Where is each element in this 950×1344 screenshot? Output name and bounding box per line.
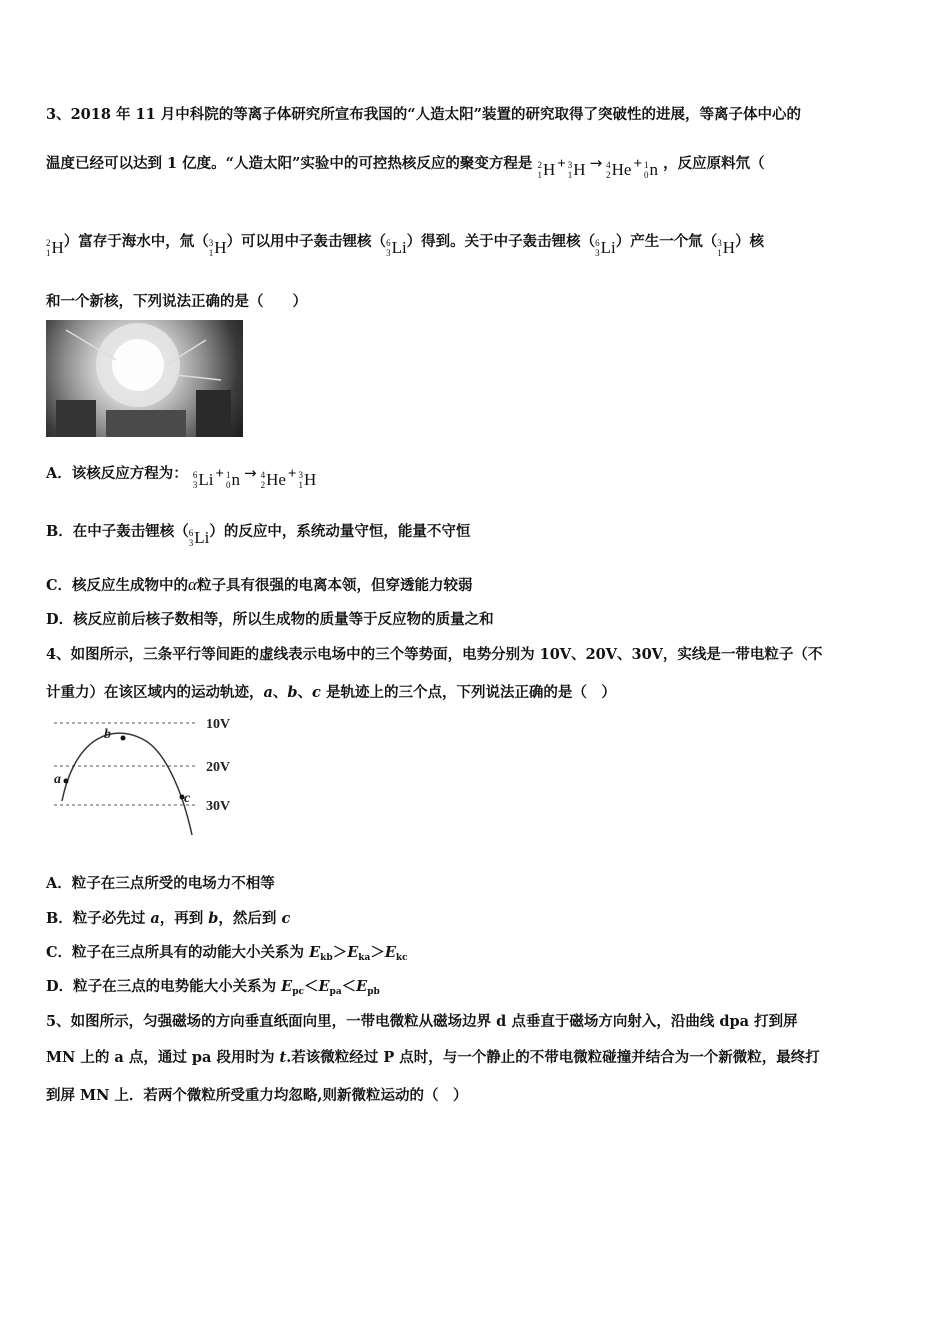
- lt: ＜: [341, 978, 357, 995]
- nuc-neutron: 1 0 n: [225, 470, 240, 490]
- q4-line2-b: 是轨迹上的三个点，下列说法正确的是（ ）: [320, 684, 616, 701]
- optB-a: B．在中子轰击锂核（: [46, 523, 189, 540]
- point-a-ref: a: [150, 910, 160, 927]
- energy-symbol: E: [318, 978, 330, 995]
- subscript: pa: [329, 987, 342, 997]
- nuc-deuterium: 2 1 H: [46, 238, 64, 258]
- subscript: kc: [395, 953, 408, 963]
- q4-line2-a: 计重力）在该区域内的运动轨迹，: [46, 684, 264, 701]
- nuc-tritium: 3 1 H: [298, 470, 317, 490]
- label-20v: 20V: [206, 760, 231, 775]
- q3-line4: 和一个新核，下列说法正确的是（ ）: [46, 293, 307, 310]
- q3-line3: [46, 230, 764, 258]
- point-b: [121, 736, 126, 741]
- q4-optionD: [46, 975, 380, 997]
- label-30v: 30V: [206, 799, 231, 814]
- optC-a: C．粒子在三点所具有的动能大小关系为: [46, 944, 310, 961]
- trajectory-curve: [62, 733, 192, 835]
- nuc-lithium: 6 3 Li: [192, 470, 214, 490]
- point-b-ref: b: [287, 684, 298, 701]
- time-symbol: t: [279, 1049, 287, 1066]
- lt: ＜: [303, 978, 319, 995]
- optB-b: ）的反应中，系统动量守恒，能量不守恒: [209, 523, 471, 540]
- q3-optionC: [46, 574, 472, 595]
- optD-a: D．粒子在三点的电势能大小关系为: [46, 978, 282, 995]
- eq-plus: +: [633, 156, 643, 172]
- nuc-tritium: 3 1 H: [208, 238, 227, 258]
- optB-b: ，再到: [159, 910, 209, 927]
- equipotential-diagram: [46, 713, 256, 838]
- optC-b: 粒子具有很强的电离本领，但穿透能力较弱: [196, 577, 473, 594]
- eq-helium: 4 2 He: [606, 160, 632, 180]
- sep: 、: [297, 684, 313, 701]
- label-10v: 10V: [206, 717, 231, 732]
- eq-deuterium: 2 1 H: [537, 160, 556, 180]
- q4-optionA: A．粒子在三点所受的电场力不相等: [46, 875, 275, 892]
- nuc-helium: 4 2 He: [260, 470, 286, 490]
- plasma-illustration: [46, 320, 243, 437]
- optB-a: B．粒子必先过: [46, 910, 151, 927]
- sep: 、: [272, 684, 288, 701]
- label-c: c: [184, 791, 191, 806]
- q5-line2-b: .若该微粒经过 P 点时，与一个静止的不带电微粒碰撞并结合为一个新微粒，最终打: [286, 1049, 820, 1066]
- subscript: ka: [358, 953, 371, 963]
- energy-symbol: E: [347, 944, 359, 961]
- q3-optionB: [46, 520, 470, 548]
- point-a: [64, 779, 69, 784]
- q4-line2: [46, 681, 616, 702]
- label-a: a: [54, 772, 61, 787]
- nuc-tritium: 3 1 H: [717, 238, 736, 258]
- nuc-lithium: 6 3 Li: [188, 528, 210, 548]
- alpha-symbol: α: [188, 575, 197, 594]
- subscript: pb: [367, 987, 380, 997]
- optB-c: ，然后到: [218, 910, 282, 927]
- optC-a: C．核反应生成物中的: [46, 577, 189, 594]
- subscript: kb: [320, 953, 333, 963]
- label-b: b: [104, 727, 111, 742]
- q5-line2: [46, 1046, 820, 1067]
- q3-line3-a: ）富存于海水中，氚（: [63, 233, 209, 250]
- energy-symbol: E: [384, 944, 396, 961]
- point-c-ref: c: [312, 684, 321, 701]
- q3-line3-c: ）得到。关于中子轰击锂核（: [406, 233, 596, 250]
- q3-optionA: [46, 462, 316, 490]
- q3-line3-b: ）可以用中子轰击锂核（: [226, 233, 387, 250]
- q5-line1: 5、如图所示，匀强磁场的方向垂直纸面向里，一带电微粒从磁场边界 d 点垂直于磁场方向射入，沿曲线 dpa 打到屏: [46, 1013, 798, 1030]
- q5-line3: 到屏 MN 上．若两个微粒所受重力均忽略,则新微粒运动的（ ）: [46, 1087, 468, 1104]
- q5-line2-a: MN 上的 a 点，通过 pa 段用时为: [46, 1049, 280, 1066]
- gt: ＞: [370, 944, 385, 961]
- q3-line3-e: ）核: [735, 233, 765, 250]
- q3-line1: 3、2018 年 11 月中科院的等离子体研究所宣布我国的“人造太阳”装置的研究取得了突破性的进展，等离子体中心的: [46, 106, 801, 123]
- eq-arrow: →: [589, 154, 603, 172]
- eq-arrow: →: [243, 464, 257, 482]
- q3-optionD: D．核反应前后核子数相等，所以生成物的质量等于反应物的质量之和: [46, 611, 494, 628]
- artificial-sun-photo: [46, 320, 243, 437]
- energy-symbol: E: [309, 944, 321, 961]
- q3-line2: [46, 152, 765, 180]
- nuc-lithium: 6 3 Li: [386, 238, 407, 258]
- subscript: pc: [292, 987, 304, 997]
- gt: ＞: [332, 944, 348, 961]
- q4-optionC: [46, 941, 408, 963]
- eq-plus: +: [215, 466, 224, 482]
- eq-neutron: 1 0 n: [644, 160, 659, 180]
- q4-line1: 4、如图所示，三条平行等间距的虚线表示电场中的三个等势面，电势分别为 10V、20V、30V，实线是一带电粒子（不: [46, 646, 823, 663]
- q3-line3-d: ）产生一个氚（: [615, 233, 718, 250]
- optA-label: A．该核反应方程为：: [46, 465, 188, 482]
- point-a-ref: a: [263, 684, 273, 701]
- nuc-lithium: 6 3 Li: [595, 238, 616, 258]
- q4-optionB: [46, 907, 290, 928]
- eq-tritium: 3 1 H: [567, 160, 586, 180]
- q3-line2-text: 温度已经可以达到 1 亿度。“人造太阳”实验中的可控热核反应的聚变方程是: [46, 155, 533, 172]
- energy-symbol: E: [281, 978, 293, 995]
- point-b-ref: b: [208, 910, 219, 927]
- q3-line2-tail: ，反应原料氘（: [663, 155, 765, 172]
- energy-symbol: E: [356, 978, 368, 995]
- point-c-ref: c: [281, 910, 291, 927]
- eq-plus: +: [287, 466, 297, 482]
- eq-plus: +: [557, 156, 566, 172]
